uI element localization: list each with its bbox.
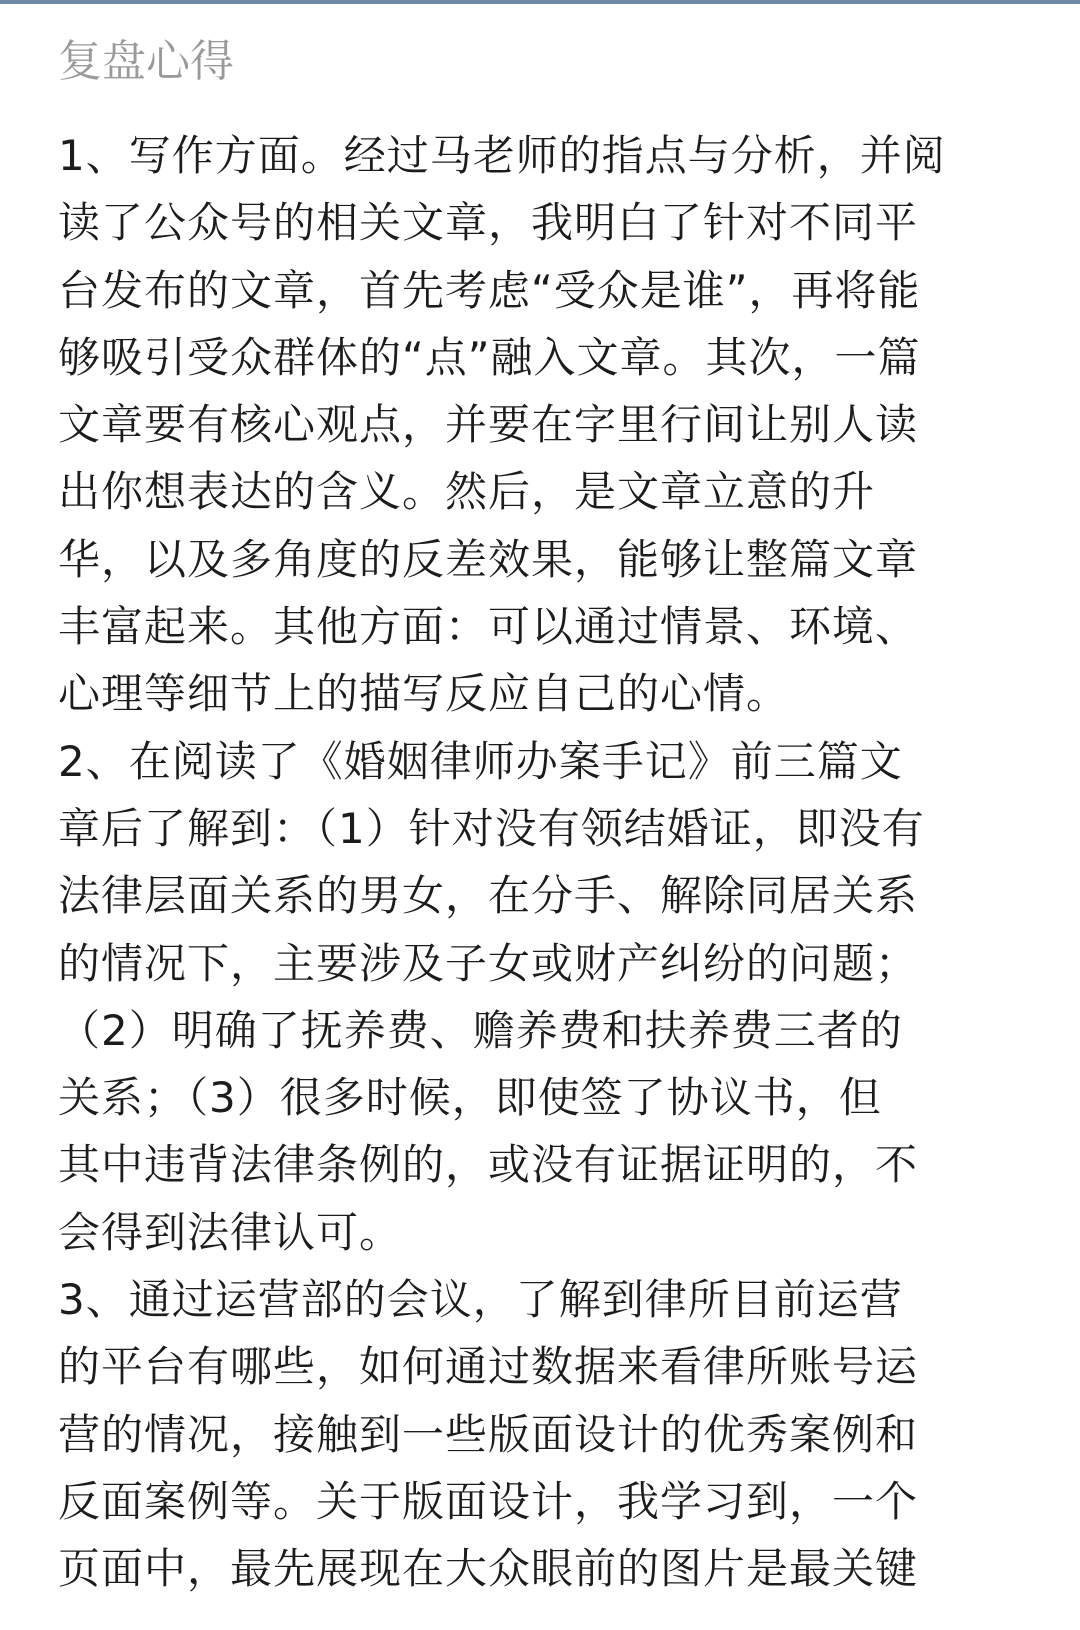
body-line: 丰富起来。其他方面：可以通过情景、环境、 (58, 602, 919, 652)
body-line: 心理等细节上的描写反应自己的心情。 (58, 669, 790, 719)
body-line: 的情况下，主要涉及子女或财产纠纷的问题； (58, 938, 919, 988)
body-line: 其中违背法律条例的，或没有证据证明的，不 (58, 1140, 919, 1190)
body-line: 华，以及多角度的反差效果，能够让整篇文章 (58, 534, 919, 584)
body-line: 台发布的文章，首先考虑“受众是谁”，再将能 (58, 265, 921, 315)
body-line: 的平台有哪些，如何通过数据来看律所账号运 (58, 1342, 919, 1392)
body-line: 3、通过运营部的会议，了解到律所目前运营 (58, 1275, 903, 1325)
page-title: 复盘心得 (58, 36, 234, 87)
body-line: 文章要有核心观点，并要在字里行间让别人读 (58, 400, 919, 450)
body-line: 营的情况，接触到一些版面设计的优秀案例和 (58, 1409, 919, 1459)
body-line: 反面案例等。关于版面设计，我学习到，一个 (58, 1476, 919, 1526)
body-line: 读了公众号的相关文章，我明白了针对不同平 (58, 198, 919, 248)
note-page (0, 4, 1080, 1630)
body-line: 章后了解到：（1）针对没有领结婚证，即没有 (58, 803, 925, 853)
body-line: 关系；（3）很多时候，即使签了协议书，但 (58, 1073, 882, 1123)
body-line: 出你想表达的含义。然后，是文章立意的升 (58, 467, 876, 517)
body-line: 会得到法律认可。 (58, 1207, 403, 1257)
body-line: 1、写作方面。经过马老师的指点与分析，并阅 (58, 131, 946, 180)
body-line: 够吸引受众群体的“点”融入文章。其次，一篇 (58, 332, 921, 382)
note-body[interactable] (58, 122, 1048, 1603)
body-line: 法律层面关系的男女，在分手、解除同居关系 (58, 871, 919, 921)
body-line: 2、在阅读了《婚姻律师办案手记》前三篇文 (58, 736, 903, 786)
body-line: （2）明确了抚养费、赡养费和扶养费三者的 (58, 1005, 903, 1055)
body-line: 页面中，最先展现在大众眼前的图片是最关键 (58, 1544, 919, 1594)
